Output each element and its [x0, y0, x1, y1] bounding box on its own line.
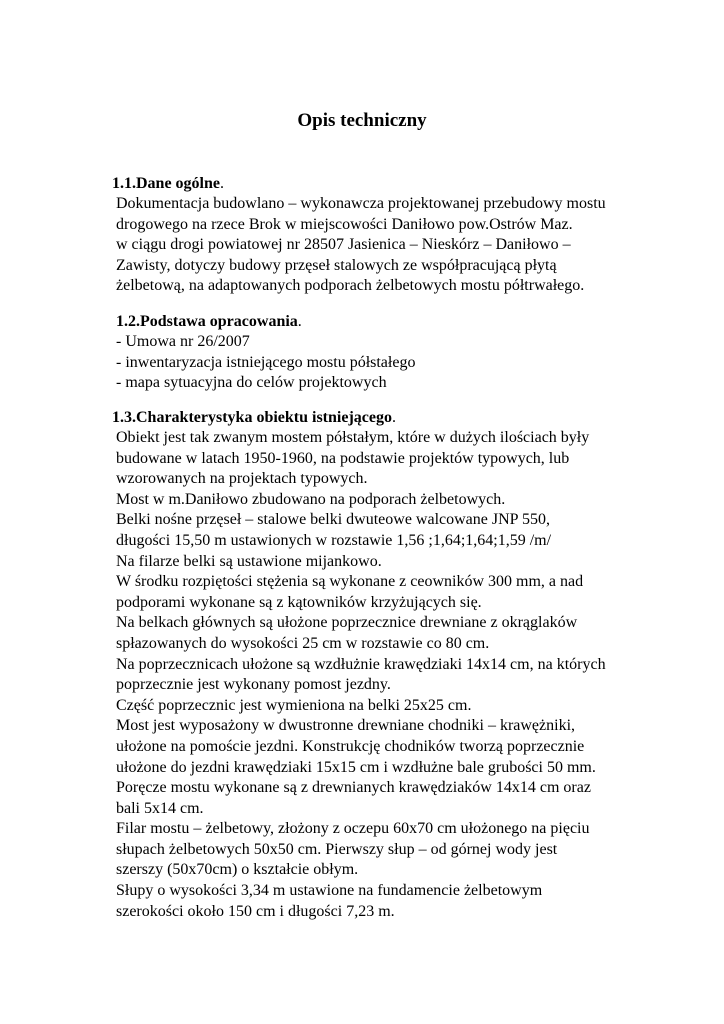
page-title: Opis techniczny [297, 110, 427, 131]
text-line: drogowego na rzece Brok w miejscowości Daniłowo pow.Ostrów Maz. [116, 215, 573, 233]
text-line: Część poprzecznic jest wymieniona na belki 25x25 cm. [116, 696, 472, 714]
text-line: szerokości około 150 cm i długości 7,23 m. [116, 902, 395, 920]
section-body [0, 332, 724, 394]
section-body [0, 194, 724, 297]
section-heading [0, 408, 724, 428]
text-line: ułożone do jezdni krawędziaki 15x15 cm i wzdłużne bale grubości 50 mm. [116, 758, 596, 776]
section-podstawa-opracowania [0, 312, 724, 394]
section-heading-text: 1.1.Dane ogólne [112, 175, 220, 192]
text-line: ułożone na pomoście jezdni. Konstrukcję chodników tworzą poprzecznie [116, 737, 585, 755]
text-line: budowane w latach 1950-1960, na podstawie projektów typowych, lub [116, 449, 570, 467]
text-line: bali 5x14 cm. [116, 799, 204, 817]
section-heading-text: 1.3.Charakterystyka obiektu istniejącego [112, 409, 392, 426]
section-charakterystyka-obiektu [0, 408, 724, 922]
text-line: - inwentaryzacja istniejącego mostu półstałego [116, 353, 416, 371]
text-line: Na poprzecznicach ułożone są wzdłużnie krawędziaki 14x14 cm, na których [116, 655, 606, 673]
text-line: Na filarze belki są ustawione mijankowo. [116, 552, 382, 570]
text-line: w ciągu drogi powiatowej nr 28507 Jasienica – Nieskórz – Daniłowo – [116, 236, 571, 254]
text-line: długości 15,50 m ustawionych w rozstawie 1,56 ;1,64;1,64;1,59 /m/ [116, 531, 552, 549]
text-line: Słupy o wysokości 3,34 m ustawione na fundamencie żelbetowym [116, 882, 543, 900]
text-line: Poręcze mostu wykonane są z drewnianych krawędziaków 14x14 cm oraz [116, 779, 591, 797]
section-heading [0, 174, 724, 194]
text-line: Belki nośne przęseł – stalowe belki dwuteowe walcowane JNP 550, [116, 511, 550, 529]
text-line: szerszy (50x70cm) o kształcie obłym. [116, 861, 359, 879]
text-line: podporami wykonane są z kątowników krzyżujących się. [116, 593, 482, 611]
text-line: Most w m.Daniłowo zbudowano na podporach żelbetowych. [116, 490, 506, 508]
section-heading-text: 1.2.Podstawa opracowania [116, 313, 298, 330]
text-line: - mapa sytuacyjna do celów projektowych [116, 374, 387, 392]
section-heading [0, 312, 724, 332]
text-line: wzorowanych na projektach typowych. [116, 470, 368, 488]
text-line: W środku rozpiętości stężenia są wykonane z ceowników 300 mm, a nad [116, 573, 584, 591]
text-line: Obiekt jest tak zwanym mostem półstałym, które w dużych ilościach były [116, 429, 590, 446]
text-line: Dokumentacja budowlano – wykonawcza projektowanej przebudowy mostu [116, 195, 606, 212]
section-heading-suffix: . [297, 313, 302, 330]
text-line: Zawisty, dotyczy budowy przęseł stalowych ze współpracującą płytą [116, 256, 557, 274]
section-heading-suffix: . [220, 175, 224, 192]
text-line: Na belkach głównych są ułożone poprzecznice drewniane z okrąglaków [116, 614, 578, 632]
text-line: Most jest wyposażony w dwustronne drewniane chodniki – krawężniki, [116, 717, 576, 735]
text-line: - Umowa nr 26/2007 [116, 333, 250, 350]
section-body [0, 428, 724, 922]
section-heading-suffix: . [391, 409, 396, 426]
text-line: słupach żelbetowych 50x50 cm. Pierwszy słup – od górnej wody jest [116, 840, 558, 858]
text-line: poprzecznie jest wykonany pomost jezdny. [116, 676, 391, 694]
section-dane-ogolne [0, 174, 724, 297]
text-line: żelbetową, na adaptowanych podporach żelbetowych mostu półtrwałego. [116, 277, 585, 295]
text-line: spłazowanych do wysokości 25 cm w rozstawie co 80 cm. [116, 634, 490, 652]
text-line: Filar mostu – żelbetowy, złożony z oczepu 60x70 cm ułożonego na pięciu [116, 820, 590, 838]
